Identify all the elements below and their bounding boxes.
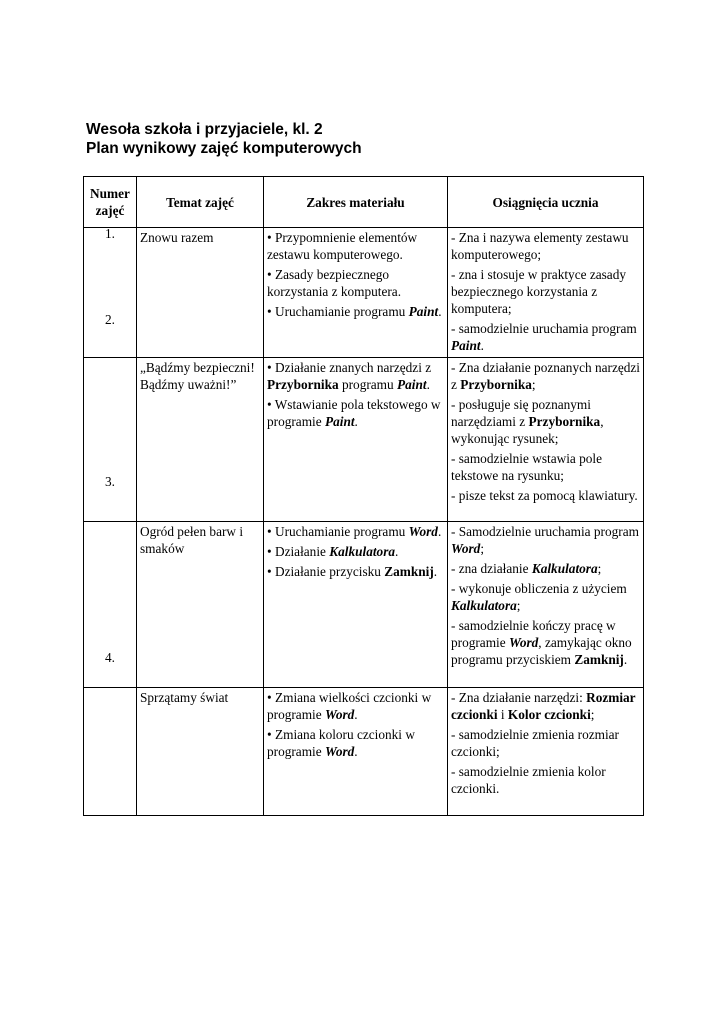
title-line-2: Plan wynikowy zajęć komputerowych: [86, 140, 362, 157]
document-title: [86, 120, 362, 158]
row-topic: „Bądźmy bezpieczni! Bądźmy uważni!”: [137, 358, 264, 522]
row-scope: • Działanie znanych narzędzi z Przybornika programu Paint. • Wstawianie pola tekstowego w programie Paint.: [264, 358, 448, 522]
row-scope: • Przypomnienie elementów zestawu komputerowego. • Zasady bezpiecznego korzystania z komputera. • Uruchamianie programu Paint.: [264, 228, 448, 358]
row-scope: • Uruchamianie programu Word. • Działanie Kalkulatora. • Działanie przycisku Zamknij.: [264, 522, 448, 688]
row-number: 1.: [84, 228, 137, 358]
row-achievements: - Zna działanie narzędzi: Rozmiar czcionki i Kolor czcionki; - samodzielnie zmienia rozmiar czcionki; - samodzielnie zmienia kolor czcionki.: [448, 688, 644, 816]
table-header-row: [84, 177, 644, 228]
row-number: 2.: [84, 358, 137, 522]
table-row: [84, 228, 644, 358]
row-topic: Sprzątamy świat: [137, 688, 264, 816]
header-scope: Zakres materiału: [264, 177, 448, 228]
lesson-plan-table: [83, 176, 644, 816]
row-topic: Ogród pełen barw i smaków: [137, 522, 264, 688]
header-number: Numer zajęć: [84, 177, 137, 228]
row-scope: • Zmiana wielkości czcionki w programie Word. • Zmiana koloru czcionki w programie Word.: [264, 688, 448, 816]
row-number: 3.: [84, 522, 137, 688]
row-achievements: - Samodzielnie uruchamia program Word; - zna działanie Kalkulatora; - wykonuje obliczenia z użyciem Kalkulatora; - samodzielnie kończy pracę w programie Word, zamykając okno programu przyciskiem Zamknij.: [448, 522, 644, 688]
row-achievements: - Zna działanie poznanych narzędzi z Przybornika; - posługuje się poznanymi narzędziami z Przybornika, wykonując rysunek; - samodzielnie wstawia pole tekstowe na rysunku; - pisze tekst za pomocą klawiatury.: [448, 358, 644, 522]
row-number: 4.: [84, 688, 137, 816]
header-topic: Temat zajęć: [137, 177, 264, 228]
title-line-1: Wesoła szkoła i przyjaciele, kl. 2: [86, 121, 323, 138]
header-achievements: Osiągnięcia ucznia: [448, 177, 644, 228]
table-row: [84, 688, 644, 816]
table-row: [84, 358, 644, 522]
row-topic: Znowu razem: [137, 228, 264, 358]
table-row: [84, 522, 644, 688]
row-achievements: - Zna i nazywa elementy zestawu komputerowego; - zna i stosuje w praktyce zasady bezpiecznego korzystania z komputera; - samodzielnie uruchamia program Paint.: [448, 228, 644, 358]
